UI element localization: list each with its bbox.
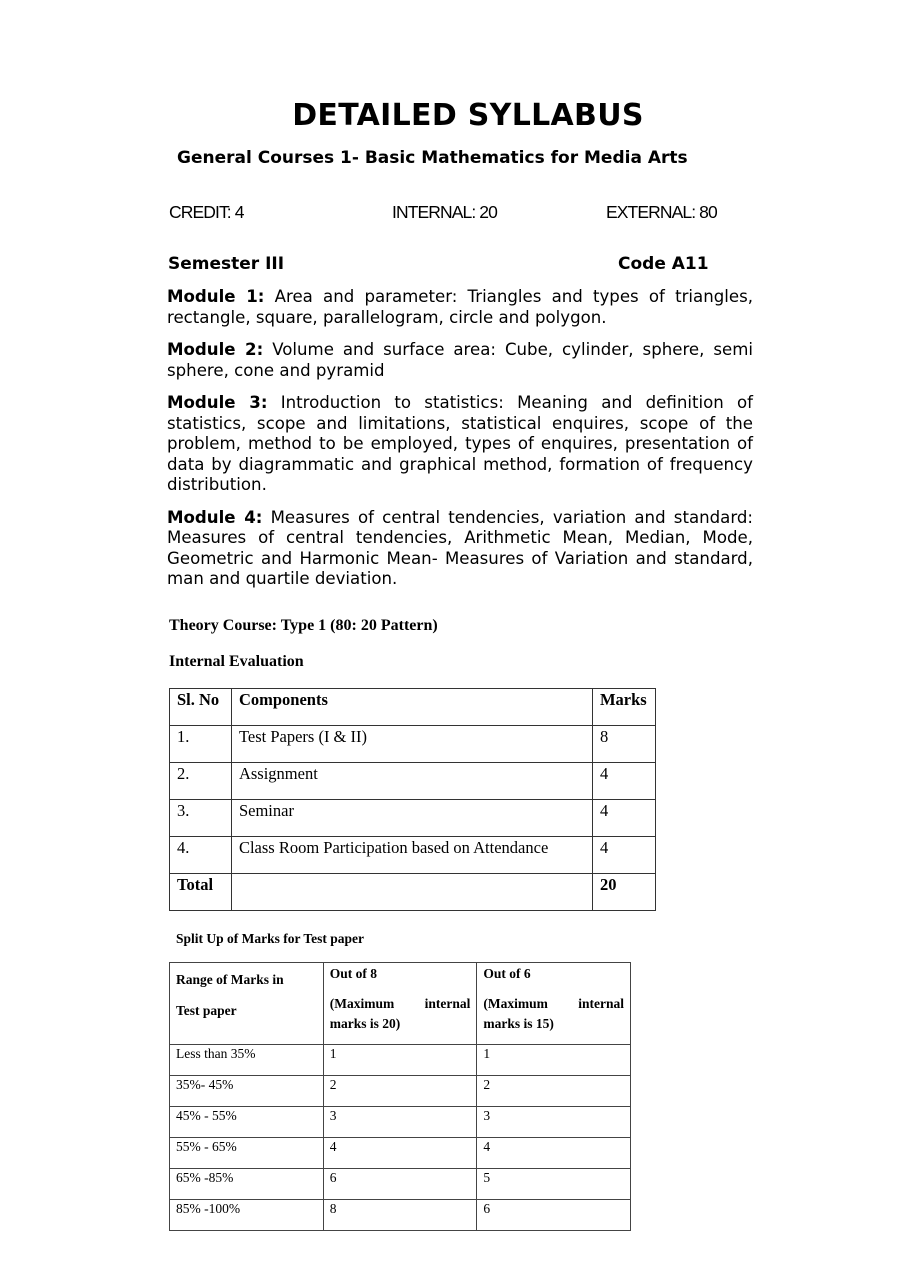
module-list <box>167 287 753 602</box>
module-text: Volume and surface area: Cube, cylinder, sphere, semi sphere, cone and pyramid <box>167 340 753 380</box>
module-3 <box>167 393 753 496</box>
credit-label: CREDIT: 4 <box>169 202 244 222</box>
internal-evaluation-heading: Internal Evaluation <box>169 653 304 670</box>
out8-title: Out of 8 <box>329 966 377 981</box>
total-label: Total <box>170 874 232 911</box>
header-marks: Marks <box>592 689 655 726</box>
table-row <box>170 1200 631 1231</box>
cell-sl-no: 3. <box>170 800 232 837</box>
cell-out-of-8: 3 <box>323 1107 477 1138</box>
cell-component: Test Papers (I & II) <box>231 726 592 763</box>
external-marks-label: EXTERNAL: 80 <box>606 202 717 222</box>
out6-max-word2: internal <box>578 996 624 1011</box>
header-range <box>170 963 324 1045</box>
table-row <box>170 1045 631 1076</box>
cell-range: 65% -85% <box>170 1169 324 1200</box>
table-row <box>170 1138 631 1169</box>
cell-sl-no: 2. <box>170 763 232 800</box>
module-text: Area and parameter: Triangles and types of triangles, rectangle, square, parallelogram, circle and polygon. <box>167 287 753 327</box>
table-row <box>170 726 656 763</box>
cell-range: Less than 35% <box>170 1045 324 1076</box>
internal-marks-label: INTERNAL: 20 <box>392 202 497 222</box>
module-label: Module 2: <box>167 340 264 359</box>
theory-course-heading: Theory Course: Type 1 (80: 20 Pattern) <box>169 617 438 634</box>
header-range-line1: Range of Marks in <box>176 972 284 987</box>
cell-out-of-8: 1 <box>323 1045 477 1076</box>
internal-evaluation-table <box>169 688 656 911</box>
cell-out-of-6: 3 <box>477 1107 631 1138</box>
cell-out-of-6: 5 <box>477 1169 631 1200</box>
out8-max-word1: (Maximum <box>329 996 395 1011</box>
out6-max-line2: marks is 15) <box>483 1016 554 1031</box>
cell-sl-no: 1. <box>170 726 232 763</box>
module-1 <box>167 287 753 328</box>
cell-marks: 4 <box>592 837 655 874</box>
header-range-line2: Test paper <box>176 1003 237 1018</box>
table-row <box>170 763 656 800</box>
total-marks: 20 <box>592 874 655 911</box>
module-label: Module 4: <box>167 507 263 527</box>
table-header-row <box>170 689 656 726</box>
module-2 <box>167 340 753 381</box>
cell-marks: 4 <box>592 800 655 837</box>
module-text: Measures of central tendencies, variation and standard: Measures of central tendencies, Arithmetic Mean, Median, Mode, Geometric and Harmonic Mean- Measures of Variation and standard, man and quartile deviation. <box>167 507 753 588</box>
cell-range: 45% - 55% <box>170 1107 324 1138</box>
header-components: Components <box>231 689 592 726</box>
split-up-heading: Split Up of Marks for Test paper <box>176 931 365 946</box>
module-label: Module 1: <box>167 287 265 306</box>
course-subtitle: General Courses 1- Basic Mathematics for Media Arts <box>177 148 688 168</box>
cell-marks: 8 <box>592 726 655 763</box>
out6-max-word1: (Maximum <box>483 996 548 1011</box>
course-code: Code A11 <box>618 254 709 274</box>
split-up-table <box>169 962 631 1231</box>
cell-out-of-8: 4 <box>323 1138 477 1169</box>
split-header-row <box>170 963 631 1045</box>
cell-component: Assignment <box>231 763 592 800</box>
table-row <box>170 837 656 874</box>
table-total-row <box>170 874 656 911</box>
table-row <box>170 1169 631 1200</box>
table-row <box>170 1076 631 1107</box>
out6-title: Out of 6 <box>483 966 531 981</box>
cell-component: Seminar <box>231 800 592 837</box>
cell-range: 85% -100% <box>170 1200 324 1231</box>
module-label: Module 3: <box>167 393 268 412</box>
table-row <box>170 800 656 837</box>
cell-component: Class Room Participation based on Attendance <box>231 837 592 874</box>
cell-sl-no: 4. <box>170 837 232 874</box>
cell-range: 55% - 65% <box>170 1138 324 1169</box>
header-out-of-6 <box>477 963 631 1045</box>
cell-out-of-8: 8 <box>323 1200 477 1231</box>
cell-out-of-6: 6 <box>477 1200 631 1231</box>
cell-out-of-8: 6 <box>323 1169 477 1200</box>
semester-label: Semester III <box>168 254 285 274</box>
total-empty-cell <box>231 874 592 911</box>
out8-max-word2: internal <box>424 996 471 1011</box>
cell-out-of-6: 2 <box>477 1076 631 1107</box>
out8-max-line2: marks is 20) <box>329 1016 401 1031</box>
cell-out-of-6: 1 <box>477 1045 631 1076</box>
module-text: Introduction to statistics: Meaning and definition of statistics, scope and limitations, statistical enquires, scope of the problem, method to be employed, types of enquires, presentation of data by diagrammatic and graphical method, formation of frequency distribution. <box>167 393 753 494</box>
cell-marks: 4 <box>592 763 655 800</box>
cell-out-of-6: 4 <box>477 1138 631 1169</box>
module-4 <box>167 508 753 590</box>
cell-out-of-8: 2 <box>323 1076 477 1107</box>
cell-range: 35%- 45% <box>170 1076 324 1107</box>
page-title: DETAILED SYLLABUS <box>292 98 644 133</box>
table-row <box>170 1107 631 1138</box>
header-sl-no: Sl. No <box>170 689 232 726</box>
header-out-of-8 <box>323 963 477 1045</box>
